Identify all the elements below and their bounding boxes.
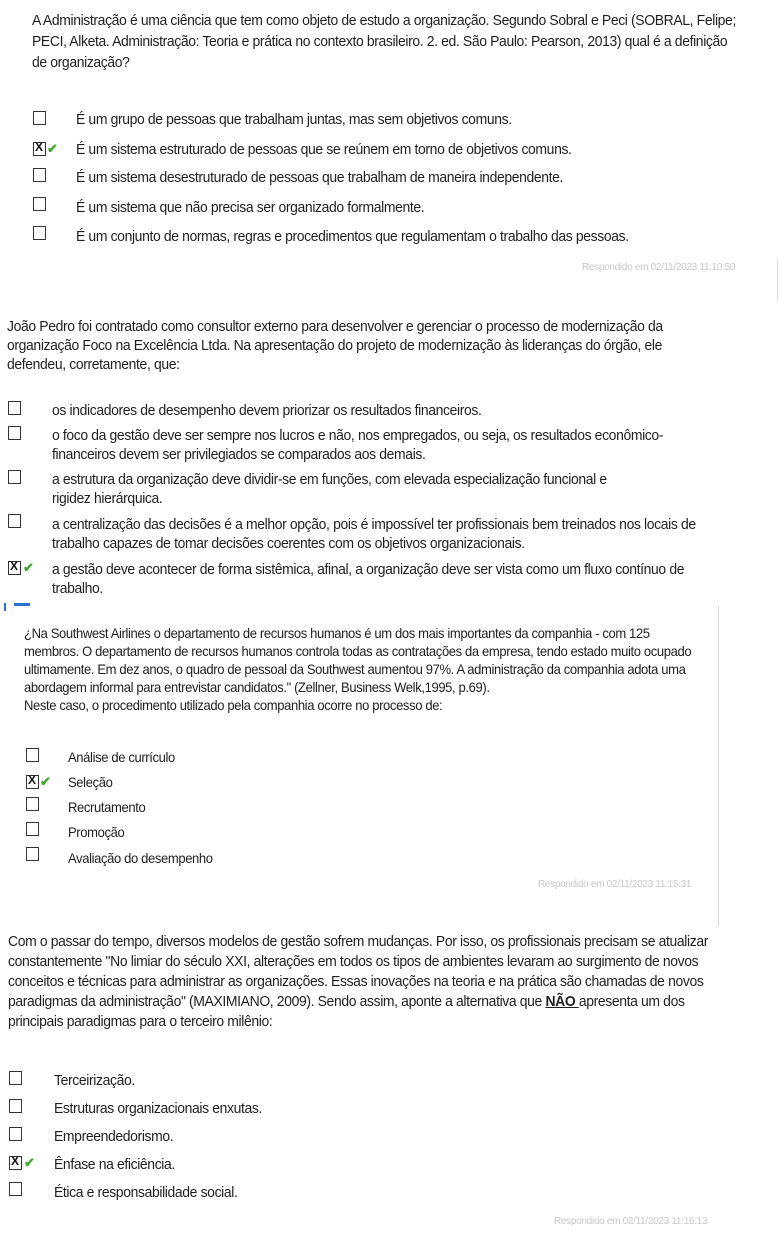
option-checkbox[interactable] [9, 1182, 22, 1196]
option-label: Promoção [68, 824, 125, 840]
answered-timestamp: Respondido em 02/11/2023 11:10:50 [582, 262, 736, 273]
option-label: Seleção [68, 774, 113, 790]
option-checkbox[interactable] [26, 748, 39, 762]
scroll-marker [4, 603, 6, 611]
question-4-emphasis: NÃO [545, 993, 579, 1010]
option-checkbox-checked[interactable] [33, 142, 46, 156]
correct-check-icon: ✔ [40, 774, 51, 789]
question-3-text [24, 624, 694, 714]
option-label: É um sistema estruturado de pessoas que se reúnem em torno de objetivos comuns. [76, 141, 572, 158]
option-label: o foco da gestão deve ser sempre nos lucros e não, nos empregados, ou seja, os resultados econômico-financeiros devem ser privilegiados se comparados aos demais. [52, 427, 664, 463]
option-label: É um grupo de pessoas que trabalham juntas, mas sem objetivos comuns. [76, 111, 512, 128]
question-2 [7, 317, 777, 374]
option-label: É um conjunto de normas, regras e procedimentos que regulamentam o trabalho das pessoas. [76, 228, 629, 245]
option-label: Empreendedorismo. [54, 1128, 174, 1145]
scroll-marker-2 [14, 603, 30, 606]
option-checkbox[interactable] [33, 111, 46, 125]
option-checkbox[interactable] [9, 1099, 22, 1113]
question-1-text: A Administração é uma ciência que tem como objeto de estudo a organização. Segundo Sobral e Peci (SOBRAL, Felipe; PECI, Alketa. Administração: Teoria e prática no contexto brasileiro. 2. ed. São Paulo: Pearson, 2013) qual é a definição de organização? [32, 12, 736, 71]
answered-timestamp: Respondido em 02/11/2023 11:16:13 [554, 1216, 708, 1227]
option-label: Estruturas organizacionais enxutas. [54, 1100, 262, 1117]
question-4-text [8, 932, 722, 1032]
option-checkbox[interactable] [26, 847, 39, 861]
option-checkbox[interactable] [8, 401, 21, 415]
option-label: É um sistema que não precisa ser organizado formalmente. [76, 199, 425, 216]
question-3 [24, 624, 744, 714]
question-4-text-after: apresenta um dos principais paradigmas para o terceiro milênio: [8, 993, 685, 1030]
option-label: Avaliação do desempenho [68, 850, 213, 866]
option-checkbox-checked[interactable] [9, 1156, 22, 1170]
question-4 [8, 932, 776, 1032]
option-checkbox[interactable] [33, 197, 46, 211]
option-checkbox[interactable] [9, 1127, 22, 1141]
option-label: Análise de currículo [68, 749, 175, 765]
option-checkbox[interactable] [26, 797, 39, 811]
question-4-text-before: Com o passar do tempo, diversos modelos de gestão sofrem mudanças. Por isso, os profissionais precisam se atualizar constantemente "No limiar do século XXI, alterações em todos os tipos de ambientes levaram ao surgimento de novos conceitos e técnicas para administrar as organizações. Essas inovações na teoria e na prática são chamadas de novos paradigmas da administração" (MAXIMIANO, 2009). Sendo assim, aponte a alternativa que [8, 933, 709, 1010]
question-3-paragraph: ¿Na Southwest Airlines o departamento de recursos humanos é um dos mais importantes da companhia - com 125 membros. O departamento de recursos humanos controla todas as contratações da empresa, tendo estado muito ocupado ultimamente. Em dez anos, o quadro de pessoal da Southwest aumentou 97%. A administração da companhia adota uma abordagem informal para entrevistar candidatos." (Zellner, Business Welk,1995, p.69). [24, 625, 692, 695]
option-checkbox[interactable] [8, 470, 21, 484]
option-label: a gestão deve acontecer de forma sistêmica, afinal, a organização deve ser vista como um fluxo contínuo de trabalho. [52, 561, 685, 597]
option-label: Recrutamento [68, 799, 146, 815]
option-label: os indicadores de desempenho devem priorizar os resultados financeiros. [52, 402, 482, 419]
answered-timestamp: Respondido em 02/11/2023 11:15:31 [538, 879, 692, 890]
option-checkbox-checked[interactable] [8, 561, 21, 575]
correct-check-icon: ✔ [23, 560, 34, 575]
option-label: Ética e responsabilidade social. [54, 1184, 238, 1201]
option-checkbox[interactable] [33, 226, 46, 240]
option-checkbox[interactable] [9, 1071, 22, 1085]
question-1 [32, 10, 778, 73]
option-checkbox[interactable] [8, 514, 21, 528]
option-checkbox[interactable] [33, 168, 46, 182]
correct-check-icon: ✔ [47, 141, 58, 156]
option-label: a estrutura da organização deve dividir-se em funções, com elevada especialização funcional e rigidez hierárquica. [52, 471, 607, 507]
option-checkbox[interactable] [8, 426, 21, 440]
option-label: Ênfase na eficiência. [54, 1156, 175, 1173]
option-label: a centralização das decisões é a melhor opção, pois é impossível ter profissionais bem treinados nos locais de trabalho capazes de tomar decisões coerentes com os objetivos organizacionais. [52, 516, 696, 552]
option-label: É um sistema desestruturado de pessoas que trabalham de maneira independente. [76, 169, 564, 186]
option-label: Terceirização. [54, 1072, 135, 1089]
question-3-prompt: Neste caso, o procedimento utilizado pela companhia ocorre no processo de: [24, 697, 443, 713]
option-checkbox[interactable] [26, 822, 39, 836]
correct-check-icon: ✔ [24, 1155, 35, 1170]
question-2-text: João Pedro foi contratado como consultor externo para desenvolver e gerenciar o processo de modernização da organização Foco na Excelência Ltda. Na apresentação do projeto de modernização às lideranças do órgão, ele defendeu, corretamente, que: [7, 318, 663, 373]
option-checkbox-checked[interactable] [26, 775, 39, 789]
